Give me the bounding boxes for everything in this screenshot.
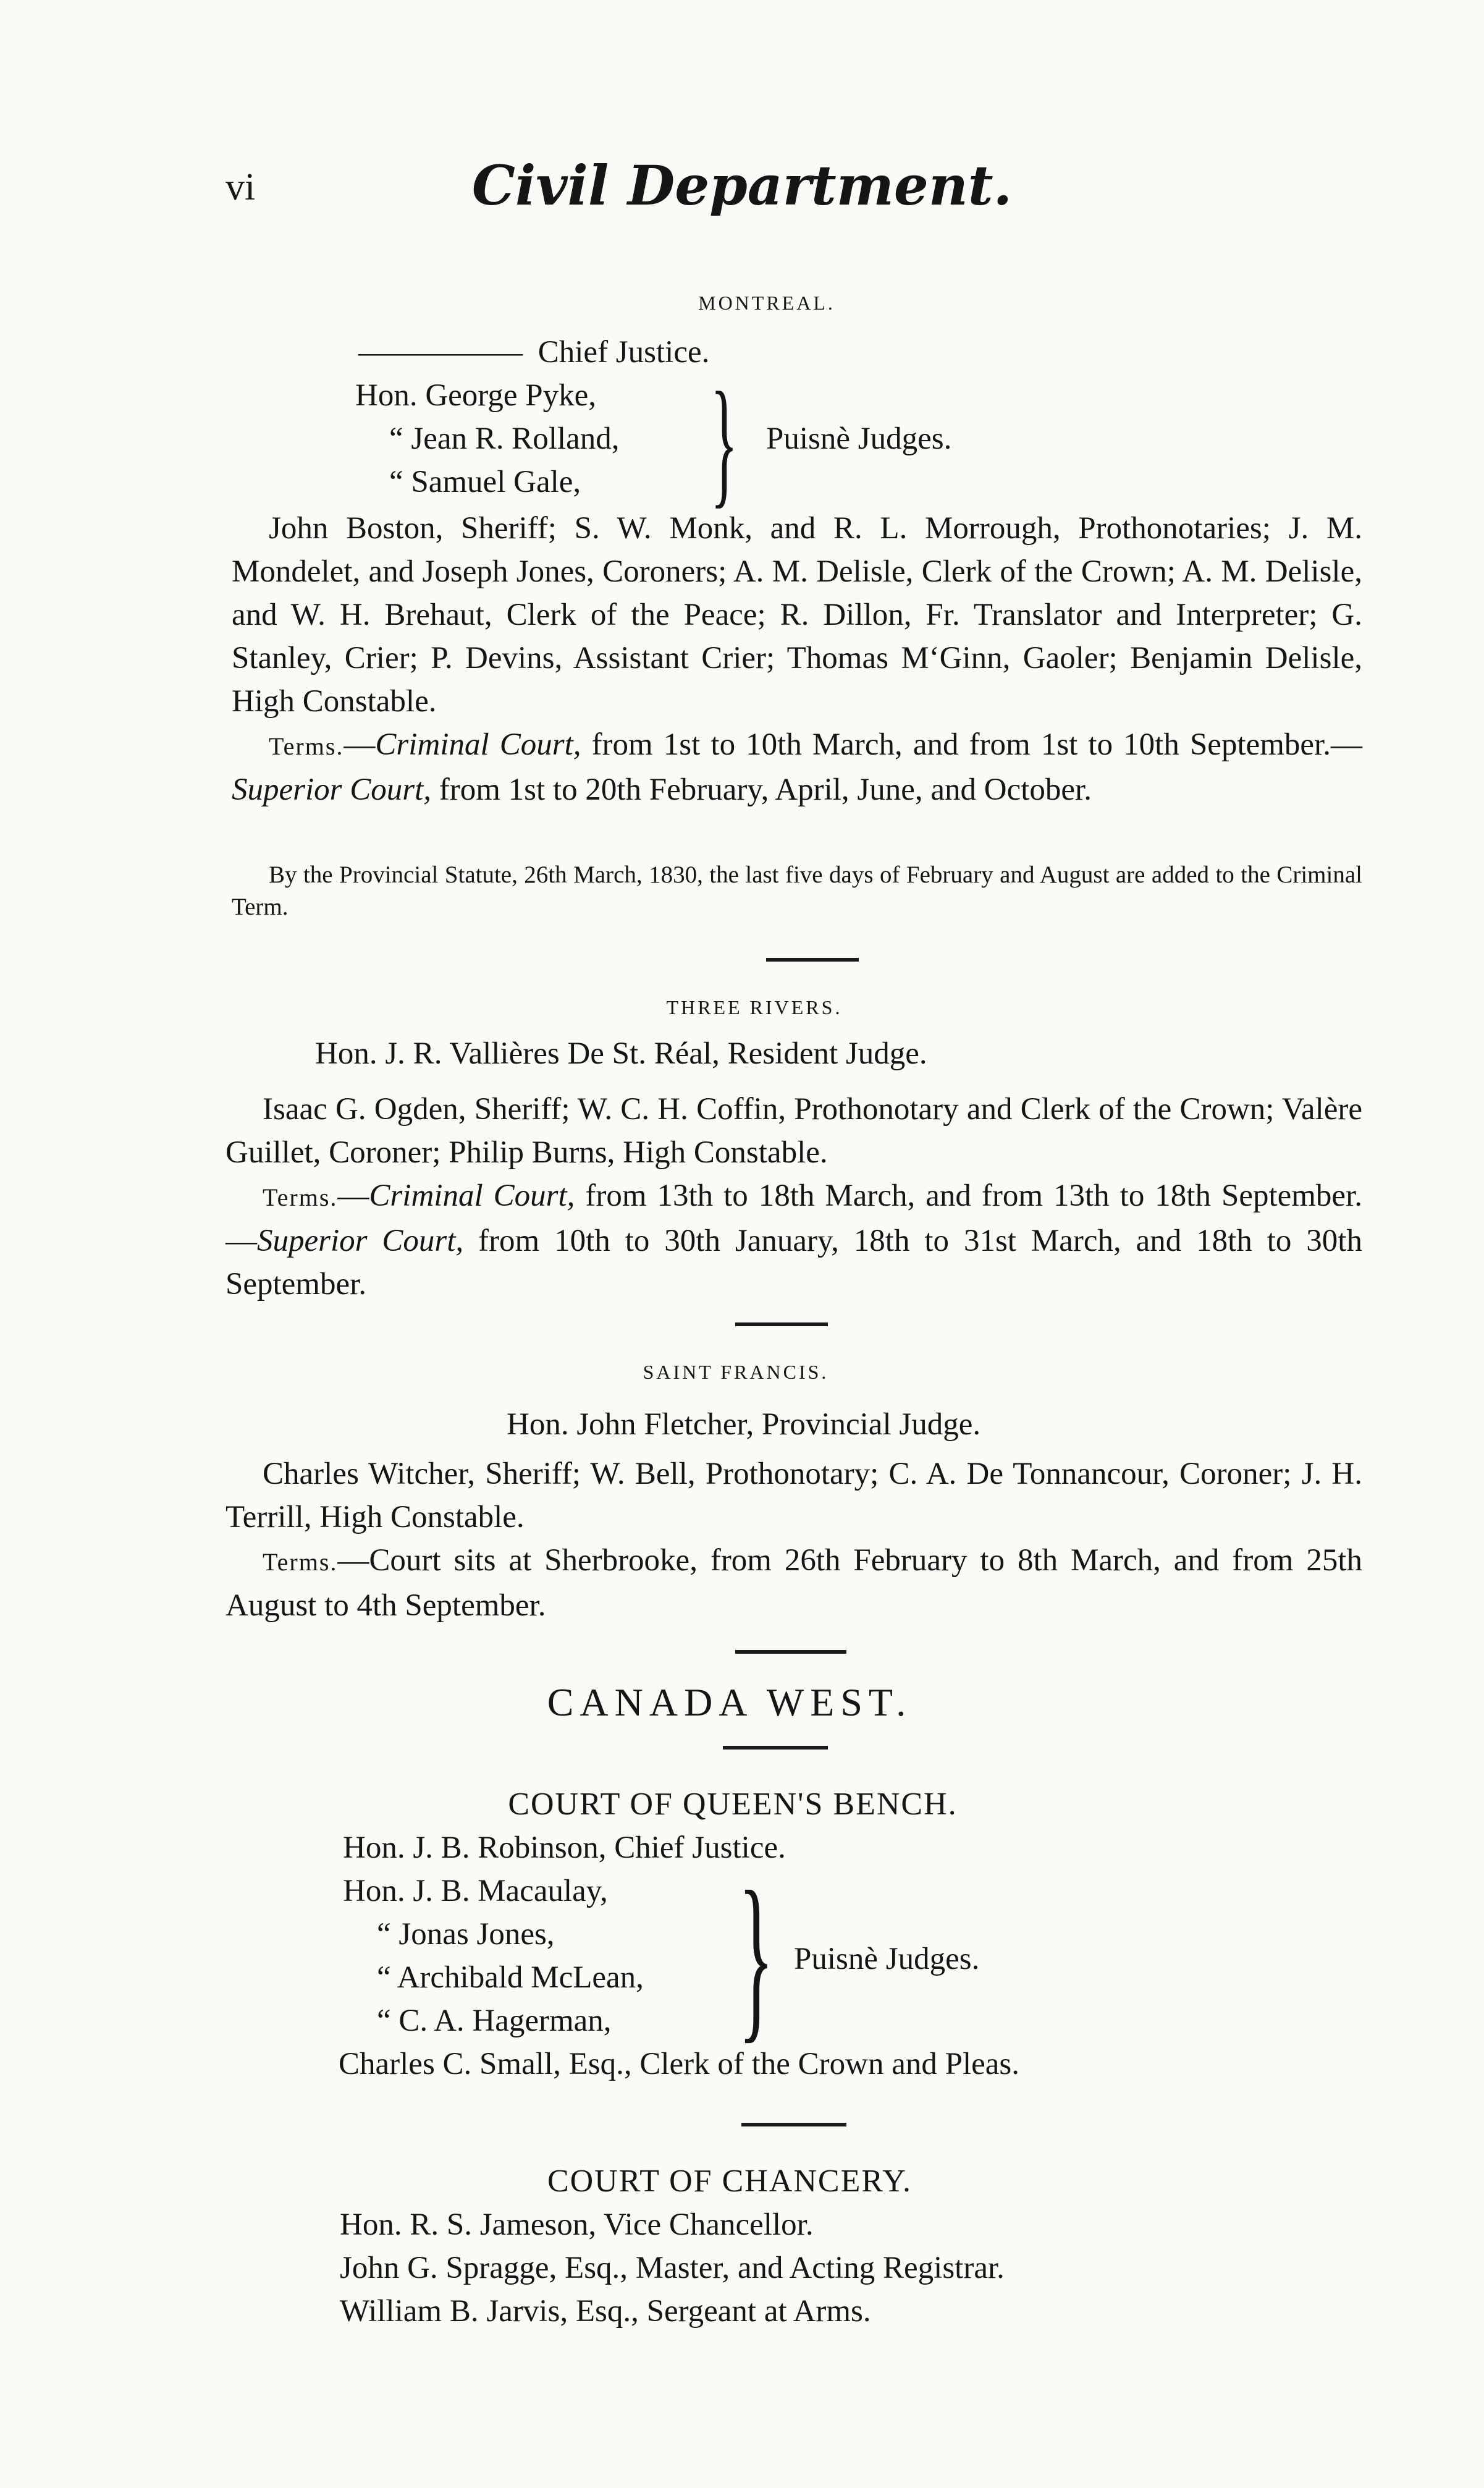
terms-text: from 10th to 30th January, 18th to 31st March, and 18th to 30th September. <box>226 1224 1362 1301</box>
terms-label: Terms. <box>269 732 344 760</box>
terms-text: from 13th to 18th March, and from 13th to 18th September.— <box>226 1178 1362 1258</box>
terms-court: Criminal Court, <box>375 727 581 762</box>
terms-label: Terms. <box>263 1548 338 1576</box>
court-heading-queens-bench: COURT OF QUEEN'S BENCH. <box>508 1787 958 1822</box>
page-title: Civil Department. <box>471 153 1013 218</box>
section-heading-canada-west: CANADA WEST. <box>547 1680 913 1724</box>
queens-bench-clerk: Charles C. Small, Esq., Clerk of the Crown and Pleas. <box>339 2047 1020 2081</box>
montreal-officers: John Boston, Sheriff; S. W. Monk, and R. L. Morrough, Prothonotaries; J. M. Mondelet, and Joseph Jones, Coroners; A. M. Delisle, Clerk of the Crown; A. M. Delisle, and W. H. Brehaut, Clerk of the Peace; R. Dillon, Fr. Translator and Interpreter; G. Stanley, Crier; P. Devins, Assistant Crier; Thomas M‘Ginn, Gaoler; Benjamin Delisle, High Constable. <box>232 511 1362 719</box>
terms-text: —Court sits at Sherbrooke, from 26th February to 8th March, and from 25th August to 4th September. <box>226 1543 1362 1623</box>
divider <box>741 2123 846 2126</box>
chief-justice-dash: —————— <box>358 335 518 370</box>
judge-name: “ Jonas Jones, <box>377 1917 555 1952</box>
chancery-line: William B. Jarvis, Esq., Sergeant at Arms. <box>340 2294 871 2329</box>
queens-bench-chief: Hon. J. B. Robinson, Chief Justice. <box>343 1830 786 1865</box>
terms-court: Superior Court, <box>257 1224 464 1258</box>
saint-francis-officers: Charles Witcher, Sheriff; W. Bell, Prothonotary; C. A. De Tonnancour, Coroner; J. H. Terrill, High Constable. <box>226 1457 1362 1534</box>
montreal-terms <box>232 723 1362 811</box>
chancery-line: John G. Spragge, Esq., Master, and Acting Registrar. <box>340 2251 1005 2285</box>
terms-court: Criminal Court, <box>369 1178 575 1213</box>
court-heading-chancery: COURT OF CHANCERY. <box>547 2164 913 2199</box>
queens-bench-judges-role: Puisnè Judges. <box>794 1942 980 1976</box>
montreal-note: By the Provincial Statute, 26th March, 1830, the last five days of February and August are added to the Criminal Term. <box>232 861 1362 920</box>
judge-name: Hon. George Pyke, <box>355 378 596 413</box>
judge-name: “ Jean R. Rolland, <box>389 421 620 456</box>
divider <box>723 1746 828 1750</box>
judge-name: “ C. A. Hagerman, <box>377 2004 612 2038</box>
chancery-line: Hon. R. S. Jameson, Vice Chancellor. <box>340 2207 814 2242</box>
section-heading-montreal: MONTREAL. <box>698 292 835 314</box>
terms-dash: — <box>337 1178 369 1213</box>
terms-court: Superior Court, <box>232 772 432 807</box>
divider <box>735 1322 828 1326</box>
chief-justice-label: Chief Justice. <box>538 335 710 370</box>
judge-name: “ Samuel Gale, <box>389 465 581 499</box>
section-heading-saint-francis: SAINT FRANCIS. <box>643 1361 829 1383</box>
brace: } <box>710 363 738 520</box>
montreal-judges-role: Puisnè Judges. <box>766 421 952 456</box>
chancery-officers <box>340 2203 1005 2333</box>
montreal-judges <box>355 374 620 504</box>
terms-label: Terms. <box>263 1183 338 1211</box>
divider <box>766 958 859 962</box>
divider <box>735 1650 846 1654</box>
saint-francis-terms <box>226 1539 1362 1627</box>
three-rivers-judge: Hon. J. R. Vallières De St. Réal, Resident Judge. <box>315 1036 927 1071</box>
terms-text: from 1st to 10th March, and from 1st to 10th September.— <box>581 727 1362 762</box>
judge-name: Hon. J. B. Macaulay, <box>343 1874 608 1908</box>
brace: } <box>738 1853 774 2059</box>
chief-justice-line <box>358 331 709 374</box>
section-heading-three-rivers: THREE RIVERS. <box>666 996 843 1018</box>
judge-name: “ Archibald McLean, <box>377 1960 644 1995</box>
terms-text: from 1st to 20th February, April, June, and October. <box>431 772 1092 807</box>
saint-francis-judge: Hon. John Fletcher, Provincial Judge. <box>507 1407 981 1442</box>
terms-dash: — <box>344 727 376 762</box>
queens-bench-judges <box>343 1869 644 2042</box>
three-rivers-officers: Isaac G. Ogden, Sheriff; W. C. H. Coffin, Prothonotary and Clerk of the Crown; Valère Guillet, Coroner; Philip Burns, High Constable. <box>226 1092 1362 1170</box>
three-rivers-terms <box>226 1174 1362 1306</box>
page-number: vi <box>226 166 256 208</box>
